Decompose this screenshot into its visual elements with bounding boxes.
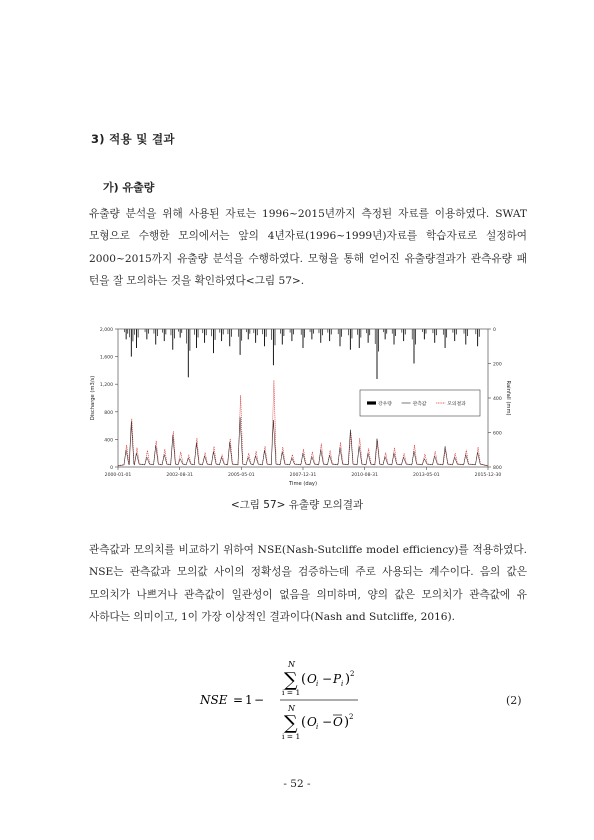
y-tick-label: 1,200 xyxy=(99,383,113,389)
nse-equation xyxy=(200,656,380,746)
paragraph2-line: 모의치가 나쁘거나 관측값이 일관성이 없음을 의미하며, 양의 값은 모의치가 관측값에 유 xyxy=(89,588,527,601)
index-subscript: i xyxy=(341,680,344,688)
figure-caption: <그림 57> 유출량 모의결과 xyxy=(230,499,364,511)
paren-open: ( xyxy=(301,672,307,687)
y2-tick-label: 0 xyxy=(493,328,496,333)
y-tick-label: 0 xyxy=(110,466,113,471)
equation-one: 1 xyxy=(245,693,253,707)
x-tick-label: 2000-01-01 xyxy=(104,473,132,478)
observed-symbol: O xyxy=(307,715,317,729)
numerator-minus: − xyxy=(322,672,333,686)
paragraph2-line: NSE는 관측값과 모의값 사이의 정확성을 검증하는데 주로 사용되는 계수이다. 음의 값은 xyxy=(89,566,527,579)
x-tick-label: 2002-08-31 xyxy=(166,473,194,478)
equation-minus: − xyxy=(254,693,265,707)
observed-symbol: O xyxy=(307,672,317,686)
index-subscript: i xyxy=(316,723,319,731)
index-subscript: i xyxy=(316,680,319,688)
y2-tick-label: 400 xyxy=(493,397,502,402)
y2-tick-label: 800 xyxy=(493,466,502,471)
power-superscript: 2 xyxy=(349,713,354,721)
y2-tick-label: 600 xyxy=(493,431,502,437)
y-tick-label: 400 xyxy=(104,438,113,444)
legend-swatch xyxy=(367,401,376,404)
paragraph1-line: 모형으로 수행한 모의에서는 앞의 4년자료(1996~1999년)자료를 학습자료로 설정하여 xyxy=(89,230,527,243)
x-tick-label: 2015-12-30 xyxy=(474,473,502,478)
paragraph1-line: 유출량 분석을 위해 사용된 자료는 1996~2015년까지 측정된 자료를 이용하였다. SWAT xyxy=(89,208,527,220)
section-heading: 3) 적용 및 결과 xyxy=(91,132,175,146)
y2-axis-title: Rainfall (mm) xyxy=(505,380,511,416)
sum-lower-limit: i = 1 xyxy=(282,732,301,741)
paragraph-runoff-analysis xyxy=(89,203,527,293)
y-tick-label: 2,000 xyxy=(99,328,113,333)
equation-number: (2) xyxy=(506,694,522,707)
summation-sign: ∑ xyxy=(284,669,298,691)
paragraph1-line: 턴을 잘 모의하는 것을 확인하였다<그림 57>. xyxy=(89,275,305,288)
legend-label: 관측값 xyxy=(412,401,427,407)
paren-close: ) xyxy=(345,672,351,687)
runoff-simulation-chart xyxy=(80,321,510,489)
legend-label: 모의결과 xyxy=(447,401,466,407)
predicted-symbol: P xyxy=(333,672,342,686)
y2-tick-label: 200 xyxy=(493,362,502,368)
sum-upper-limit: N xyxy=(288,704,295,713)
power-superscript: 2 xyxy=(350,670,355,678)
subsection-heading: 가) 유출량 xyxy=(103,181,155,194)
x-tick-label: 2010-08-31 xyxy=(351,473,379,478)
equals-sign: = xyxy=(233,693,244,707)
observed-mean-symbol: O xyxy=(333,715,343,729)
y-tick-label: 1,600 xyxy=(99,355,113,361)
x-tick-label: 2007-12-31 xyxy=(289,473,317,478)
x-tick-label: 2013-05-01 xyxy=(412,473,440,478)
paragraph-nse xyxy=(89,539,527,629)
paragraph1-line: 2000~2015까지 유출량 분석을 수행하였다. 모형을 통해 얻어진 유출량결과가 관측유량 패 xyxy=(89,252,527,265)
y-tick-label: 800 xyxy=(104,410,113,416)
page-number: - 52 - xyxy=(283,778,311,790)
paragraph2-line: 관측값과 모의치를 비교하기 위하여 NSE(Nash-Sutcliffe model efficiency)를 적용하였다. xyxy=(89,544,527,556)
summation-sign: ∑ xyxy=(284,712,298,734)
paragraph2-line: 사하다는 의미이고, 1이 가장 이상적인 결과이다(Nash and Sutcliffe, 2016). xyxy=(89,611,456,624)
denominator-minus: − xyxy=(322,715,333,729)
paren-open: ( xyxy=(301,715,307,730)
legend-label: 강우량 xyxy=(378,401,392,407)
sum-upper-limit: N xyxy=(288,660,295,669)
y-axis-title: Discharge (m3/s) xyxy=(90,375,96,421)
paren-close: ) xyxy=(344,715,350,730)
x-tick-label: 2005-05-01 xyxy=(227,473,255,478)
equation-lhs: NSE xyxy=(200,693,228,707)
observed-flow-line xyxy=(118,417,488,466)
x-axis-title: Time (day) xyxy=(289,481,317,487)
sum-lower-limit: i = 1 xyxy=(282,688,301,697)
